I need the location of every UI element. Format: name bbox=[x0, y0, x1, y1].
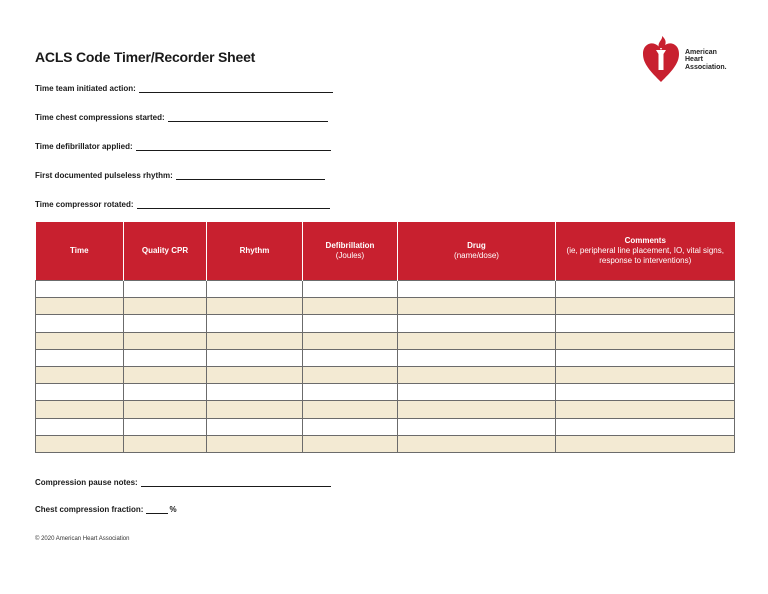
field-line-compressor-rotated[interactable] bbox=[137, 199, 330, 209]
table-cell[interactable] bbox=[303, 332, 398, 349]
fraction-unit: % bbox=[169, 505, 177, 514]
table-cell[interactable] bbox=[36, 315, 124, 332]
table-cell[interactable] bbox=[556, 349, 735, 366]
table-cell[interactable] bbox=[303, 418, 398, 435]
table-cell[interactable] bbox=[36, 384, 124, 401]
table-cell[interactable] bbox=[556, 366, 735, 383]
table-cell[interactable] bbox=[398, 366, 556, 383]
table-header-row bbox=[36, 222, 735, 281]
table-cell[interactable] bbox=[556, 401, 735, 418]
table-cell[interactable] bbox=[207, 418, 303, 435]
table-cell[interactable] bbox=[124, 315, 207, 332]
field-compressor-rotated bbox=[35, 199, 330, 209]
table-cell[interactable] bbox=[36, 332, 124, 349]
field-label: Compression pause notes: bbox=[35, 478, 138, 487]
table-row bbox=[36, 366, 735, 383]
field-label: First documented pulseless rhythm: bbox=[35, 171, 173, 180]
field-pause-notes bbox=[35, 477, 331, 487]
heart-torch-icon bbox=[641, 36, 681, 84]
table-cell[interactable] bbox=[36, 281, 124, 298]
table-row bbox=[36, 332, 735, 349]
table-cell[interactable] bbox=[556, 435, 735, 452]
table-cell[interactable] bbox=[556, 332, 735, 349]
table-cell[interactable] bbox=[303, 366, 398, 383]
col-header-quality-cpr: Quality CPR bbox=[124, 222, 207, 281]
table-cell[interactable] bbox=[207, 435, 303, 452]
code-log-table bbox=[35, 222, 735, 453]
table-cell[interactable] bbox=[124, 401, 207, 418]
table-cell[interactable] bbox=[556, 384, 735, 401]
col-header-time: Time bbox=[36, 222, 124, 281]
table-cell[interactable] bbox=[207, 366, 303, 383]
table-cell[interactable] bbox=[398, 281, 556, 298]
table-cell[interactable] bbox=[398, 315, 556, 332]
field-line-team-initiated[interactable] bbox=[139, 83, 333, 93]
table-cell[interactable] bbox=[303, 315, 398, 332]
table-cell[interactable] bbox=[398, 401, 556, 418]
table-cell[interactable] bbox=[398, 332, 556, 349]
table-cell[interactable] bbox=[207, 332, 303, 349]
table-cell[interactable] bbox=[398, 435, 556, 452]
field-line-pause-notes[interactable] bbox=[141, 477, 331, 487]
table-cell[interactable] bbox=[207, 401, 303, 418]
field-label: Time chest compressions started: bbox=[35, 113, 165, 122]
table-cell[interactable] bbox=[124, 332, 207, 349]
table-cell[interactable] bbox=[398, 349, 556, 366]
col-subheader-comments: (ie, peripheral line placement, IO, vital signs, response to interventions) bbox=[566, 246, 724, 265]
table-cell[interactable] bbox=[124, 298, 207, 315]
field-defibrillator-applied bbox=[35, 141, 331, 151]
table-cell[interactable] bbox=[124, 418, 207, 435]
table-cell[interactable] bbox=[303, 349, 398, 366]
field-line-defibrillator-applied[interactable] bbox=[136, 141, 331, 151]
table-cell[interactable] bbox=[207, 281, 303, 298]
field-team-initiated bbox=[35, 83, 333, 93]
table-row bbox=[36, 401, 735, 418]
copyright-notice: © 2020 American Heart Association bbox=[35, 536, 130, 542]
table-cell[interactable] bbox=[207, 384, 303, 401]
table-cell[interactable] bbox=[124, 384, 207, 401]
table-cell[interactable] bbox=[36, 418, 124, 435]
field-label: Chest compression fraction: bbox=[35, 505, 144, 514]
field-label: Time defibrillator applied: bbox=[35, 142, 133, 151]
field-label: Time team initiated action: bbox=[35, 84, 136, 93]
table-cell[interactable] bbox=[124, 349, 207, 366]
table-cell[interactable] bbox=[207, 315, 303, 332]
table-cell[interactable] bbox=[36, 349, 124, 366]
table-cell[interactable] bbox=[124, 366, 207, 383]
col-header-rhythm: Rhythm bbox=[207, 222, 303, 281]
table-cell[interactable] bbox=[36, 366, 124, 383]
table-body bbox=[36, 281, 735, 453]
table-row bbox=[36, 435, 735, 452]
table-cell[interactable] bbox=[556, 281, 735, 298]
field-line-compression-fraction[interactable] bbox=[146, 504, 168, 514]
table-cell[interactable] bbox=[398, 298, 556, 315]
table-cell[interactable] bbox=[303, 298, 398, 315]
table-row bbox=[36, 349, 735, 366]
table-cell[interactable] bbox=[207, 298, 303, 315]
field-line-compressions-started[interactable] bbox=[168, 112, 328, 122]
col-subheader-drug: (name/dose) bbox=[454, 251, 499, 260]
table-cell[interactable] bbox=[303, 384, 398, 401]
field-compression-fraction bbox=[35, 504, 177, 514]
col-header-drug: Drug (name/dose) bbox=[398, 222, 556, 281]
table-cell[interactable] bbox=[207, 349, 303, 366]
table-cell[interactable] bbox=[556, 315, 735, 332]
col-subheader-defibrillation: (Joules) bbox=[335, 251, 365, 260]
table-cell[interactable] bbox=[124, 435, 207, 452]
organization-name: American Heart Association. bbox=[685, 48, 727, 71]
field-pulseless-rhythm bbox=[35, 170, 325, 180]
col-header-comments: Comments (ie, peripheral line placement, IO, vital signs, response to interventions) bbox=[556, 222, 735, 281]
table-row bbox=[36, 315, 735, 332]
field-label: Time compressor rotated: bbox=[35, 200, 134, 209]
table-cell[interactable] bbox=[398, 384, 556, 401]
table-cell[interactable] bbox=[124, 281, 207, 298]
table-row bbox=[36, 281, 735, 298]
table-cell[interactable] bbox=[303, 281, 398, 298]
table-cell[interactable] bbox=[36, 298, 124, 315]
field-compressions-started bbox=[35, 112, 328, 122]
field-line-pulseless-rhythm[interactable] bbox=[176, 170, 325, 180]
col-header-defibrillation: Defibrillation (Joules) bbox=[303, 222, 398, 281]
aha-logo bbox=[641, 36, 727, 84]
table-cell[interactable] bbox=[556, 298, 735, 315]
table-row bbox=[36, 418, 735, 435]
table-cell[interactable] bbox=[36, 435, 124, 452]
table-cell[interactable] bbox=[36, 401, 124, 418]
table-row bbox=[36, 298, 735, 315]
table-cell[interactable] bbox=[303, 401, 398, 418]
page-title: ACLS Code Timer/Recorder Sheet bbox=[35, 49, 256, 65]
table-row bbox=[36, 384, 735, 401]
table-cell[interactable] bbox=[398, 418, 556, 435]
table-cell[interactable] bbox=[303, 435, 398, 452]
table-cell[interactable] bbox=[556, 418, 735, 435]
